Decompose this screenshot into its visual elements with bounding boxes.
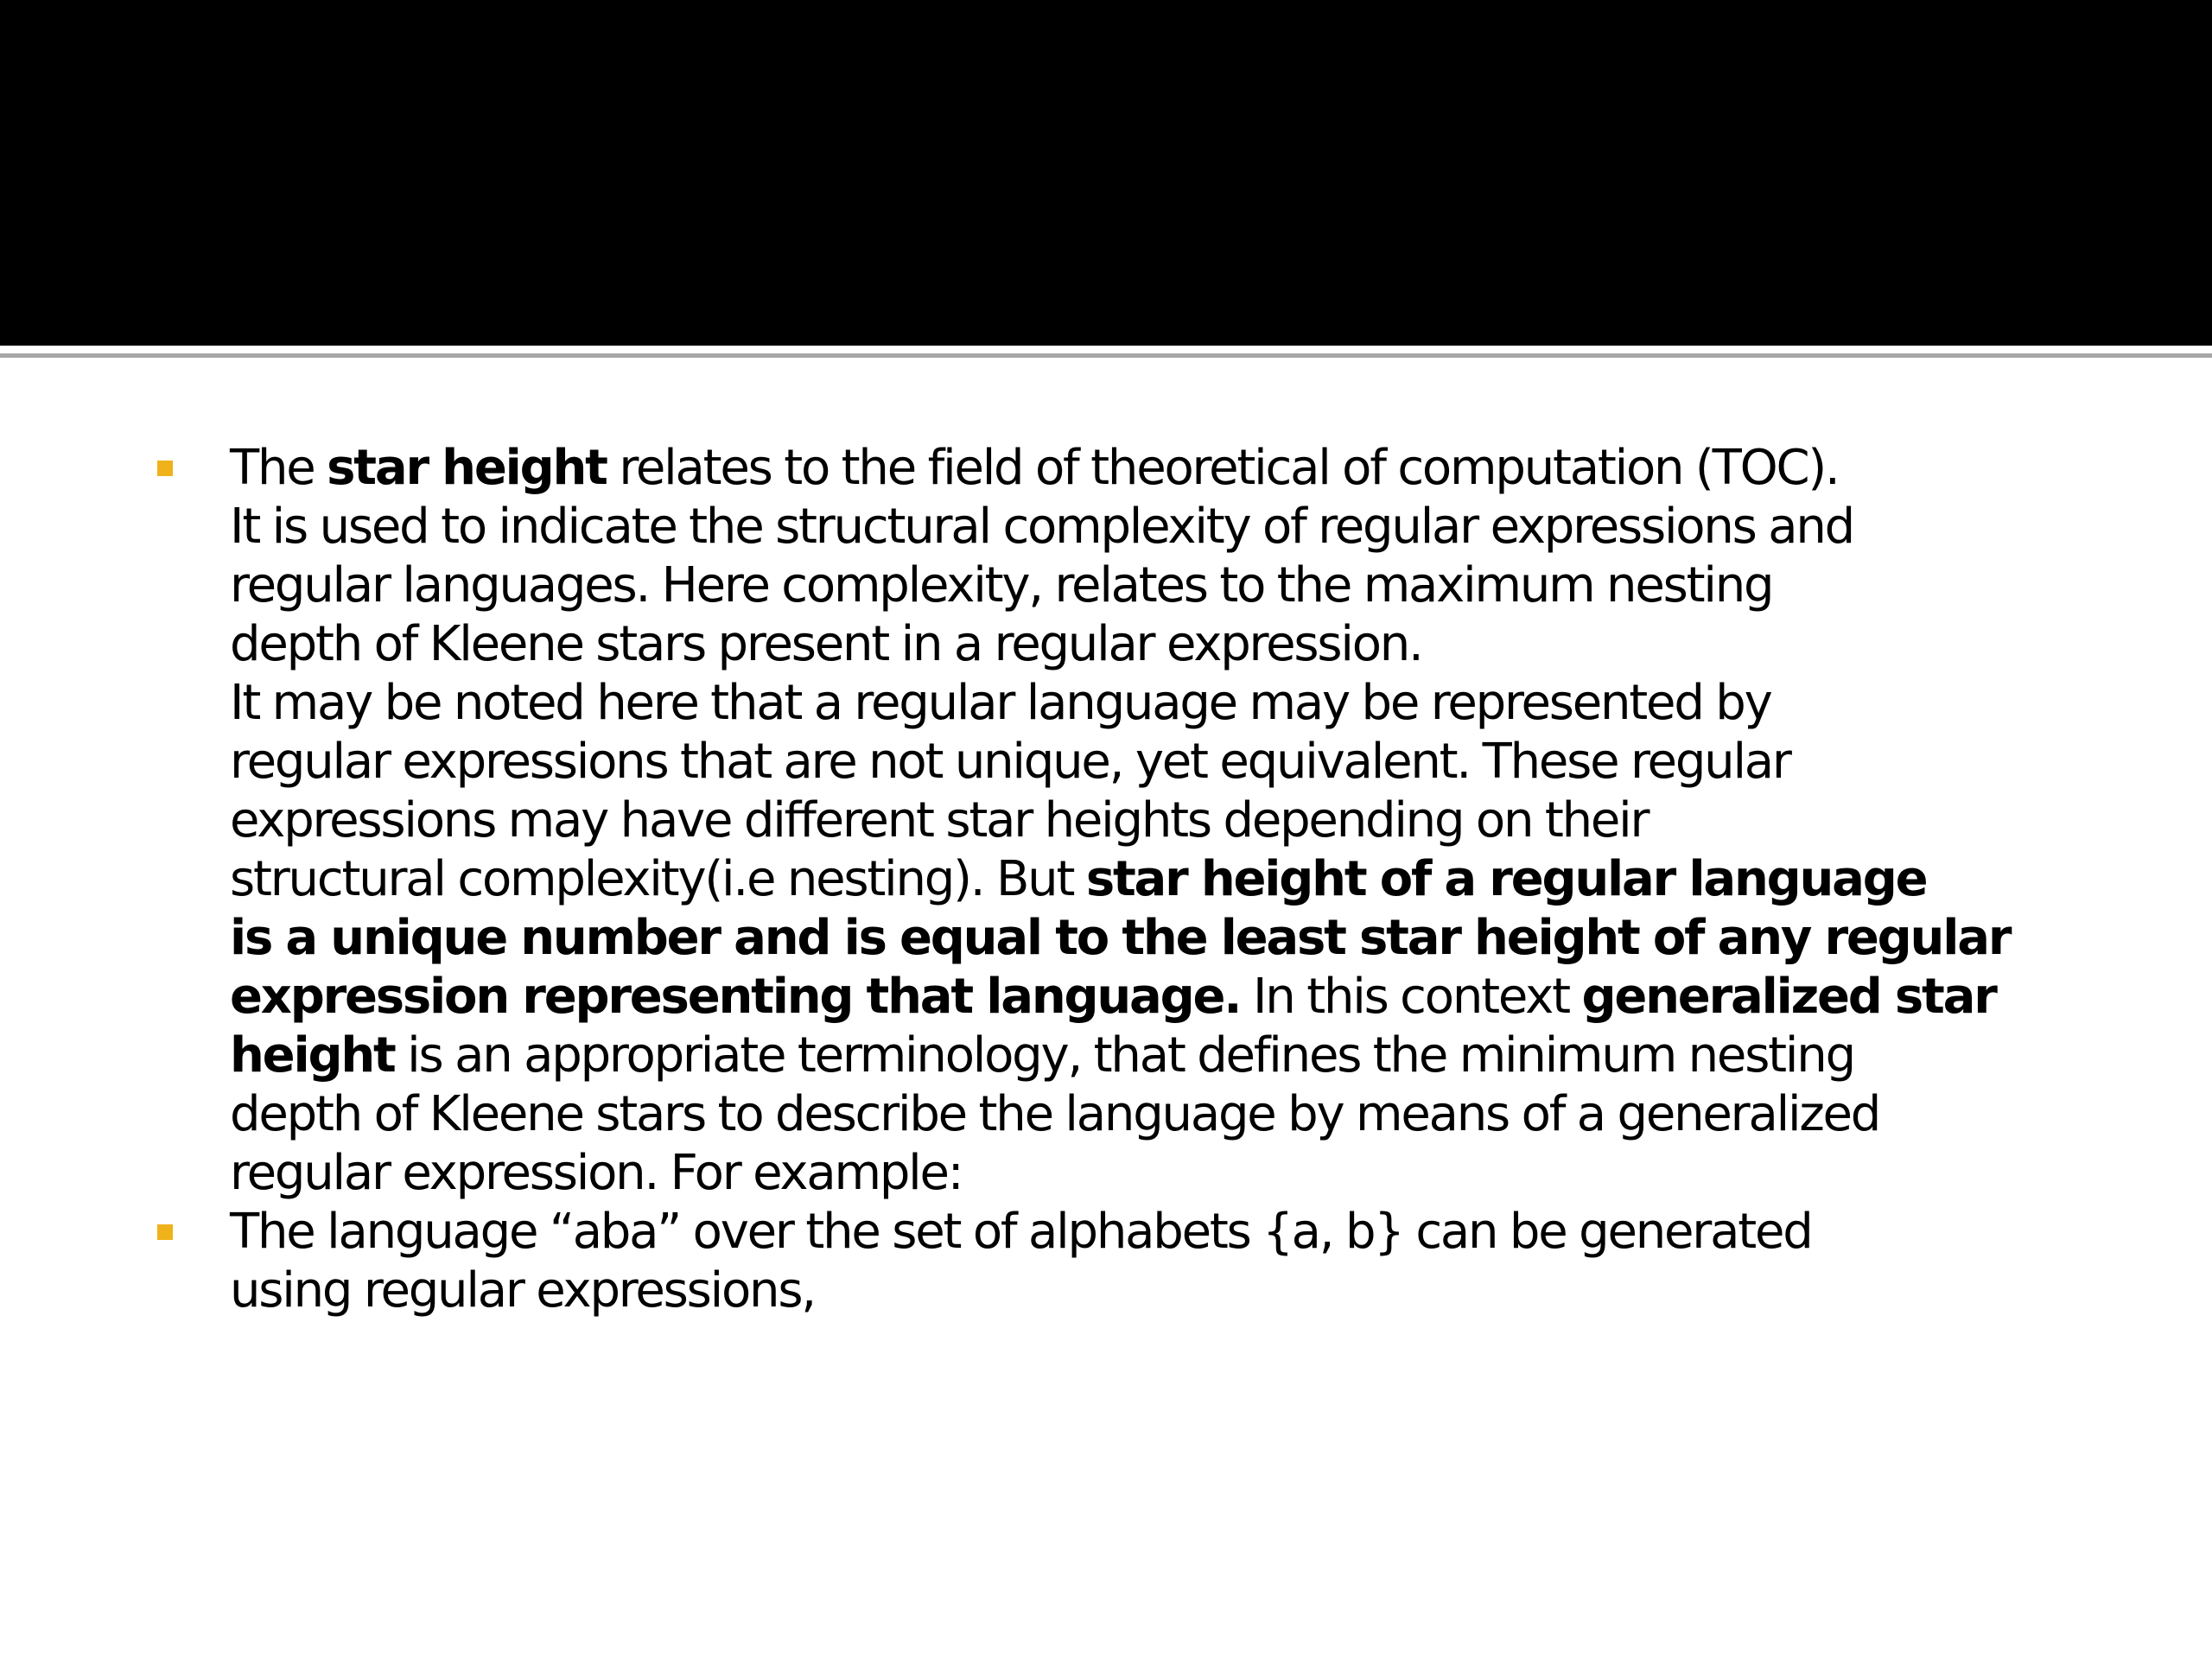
bullet-item-star-height bbox=[0, 439, 2096, 1203]
bold-term: generalized star bbox=[1581, 969, 1996, 1025]
line: It is used to indicate the structural complexity of regular expressions and bbox=[230, 499, 1853, 555]
line bbox=[230, 909, 2096, 968]
line: regular expression. For example: bbox=[230, 1145, 963, 1201]
line: depth of Kleene stars present in a regular expression. bbox=[230, 616, 1422, 672]
bullet-list bbox=[0, 439, 2212, 1320]
line: using regular expressions, bbox=[230, 1262, 815, 1319]
square-bullet-icon bbox=[157, 461, 173, 476]
square-bullet-icon bbox=[157, 1224, 173, 1240]
bold-statement: is a unique number and is equal to the least star height of any regular bbox=[230, 910, 2011, 966]
bullet-item-aba-example bbox=[0, 1203, 2096, 1320]
line: regular languages. Here complexity, relates to the maximum nesting bbox=[230, 557, 1773, 613]
line: expressions may have different star heights depending on their bbox=[230, 792, 1649, 849]
title-divider-gap bbox=[0, 346, 2212, 353]
line: depth of Kleene stars to describe the language by means of a generalized bbox=[230, 1086, 1880, 1142]
bold-term: star height bbox=[327, 440, 607, 496]
title-band bbox=[0, 0, 2212, 346]
line: structural complexity(i.e nesting). But star height of a regular language bbox=[230, 851, 1927, 907]
title-divider-line bbox=[0, 353, 2212, 358]
line: expression representing that language. In this context generalized star bbox=[230, 969, 1996, 1025]
line: It may be noted here that a regular language may be represented by bbox=[230, 675, 1771, 731]
line: height is an appropriate terminology, that defines the minimum nesting bbox=[230, 1027, 1854, 1084]
line: The language “aba” over the set of alphabets {a, b} can be generated bbox=[230, 1204, 1812, 1260]
line: regular expressions that are not unique, yet equivalent. These regular bbox=[230, 734, 1790, 790]
line: The star height relates to the field of theoretical of computation (TOC). bbox=[230, 440, 1839, 496]
bold-statement: expression representing that language. bbox=[230, 969, 1241, 1025]
bold-statement: star height of a regular language bbox=[1085, 851, 1927, 907]
bold-term: height bbox=[230, 1027, 395, 1084]
